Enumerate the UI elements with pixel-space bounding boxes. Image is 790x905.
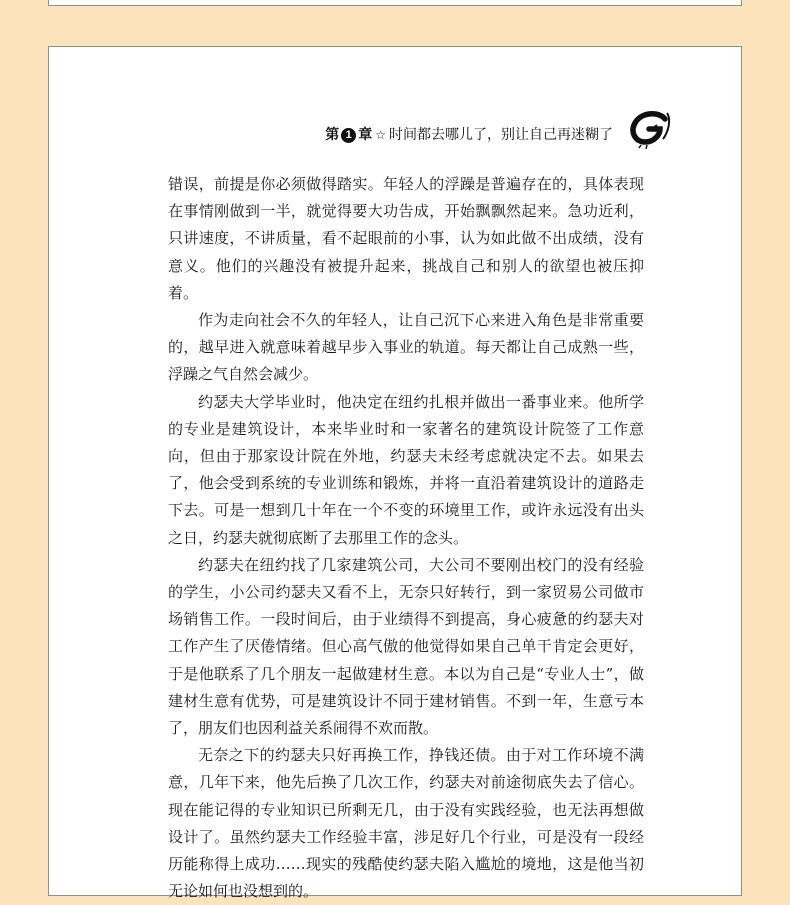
chapter-title: 时间都去哪儿了，别让自己再迷糊了 <box>389 127 613 143</box>
chapter-number-badge: 1 <box>341 128 356 143</box>
paragraph-3: 约瑟夫大学毕业时，他决定在纽约扎根并做出一番事业来。他所学的专业是建筑设计，本来毕业时和一家著名的建筑设计院签了工作意向，但由于那家设计院在外地，约瑟夫未经考虑就决定不去。如果去了，他会受到系统的专业训练和锻炼，并将一直沿着建筑设计的道路走下去。可是一想到几十年在一个不变的环境里工作，或许永远没有出头之日，约瑟夫就彻底断了去那里工作的念头。 <box>168 392 644 547</box>
body-text <box>168 171 644 905</box>
paragraph-2: 作为走向社会不久的年轻人，让自己沉下心来进入角色是非常重要的，越早进入就意味着越早步入事业的轨道。每天都让自己成熟一些，浮躁之气自然会减少。 <box>168 311 644 384</box>
star-separator: ☆ <box>375 128 386 142</box>
previous-page-edge <box>48 0 742 6</box>
chapter-suffix: 章 <box>358 127 373 143</box>
running-header <box>49 124 613 144</box>
chapter-prefix: 第 <box>325 127 340 143</box>
paragraph-5: 无奈之下的约瑟夫只好再换工作，挣钱还债。由于对工作环境不满意，几年下来，他先后换了几次工作，约瑟夫对前途彻底失去了信心。现在能记得的专业知识已所剩无几，由于没有实践经验，也无法再想做设计了。虽然约瑟夫工作经验丰富，涉足好几个行业，可是没有一段经历能称得上成功……现实的残酷使约瑟夫陷入尴尬的境地，这是他当初无论如何也没想到的。 <box>168 746 644 901</box>
paragraph-1: 错误，前提是你必须做得踏实。年轻人的浮躁是普遍存在的，具体表现在事情刚做到一半，就觉得要大功告成，开始飘飘然起来。急功近利，只讲速度，不讲质量，看不起眼前的小事，认为如此做不出成绩，没有意义。他们的兴趣没有被提升起来，挑战自己和别人的欲望也被压抑着。 <box>168 175 644 302</box>
paragraph-4: 约瑟夫在纽约找了几家建筑公司，大公司不要刚出校门的没有经验的学生，小公司约瑟夫又看不上，无奈只好转行，到一家贸易公司做市场销售工作。一段时间后，由于业绩得不到提高，身心疲惫的约瑟夫对工作产生了厌倦情绪。但心高气傲的他觉得如果自己单干肯定会更好，于是他联系了几个朋友一起做建材生意。本以为自己是“专业人士”，做建材生意有优势，可是建筑设计不同于建材销售。不到一年，生意亏本了，朋友们也因利益关系闹得不欢而散。 <box>168 555 644 738</box>
book-page <box>48 46 742 901</box>
publisher-logo-icon <box>627 109 673 149</box>
